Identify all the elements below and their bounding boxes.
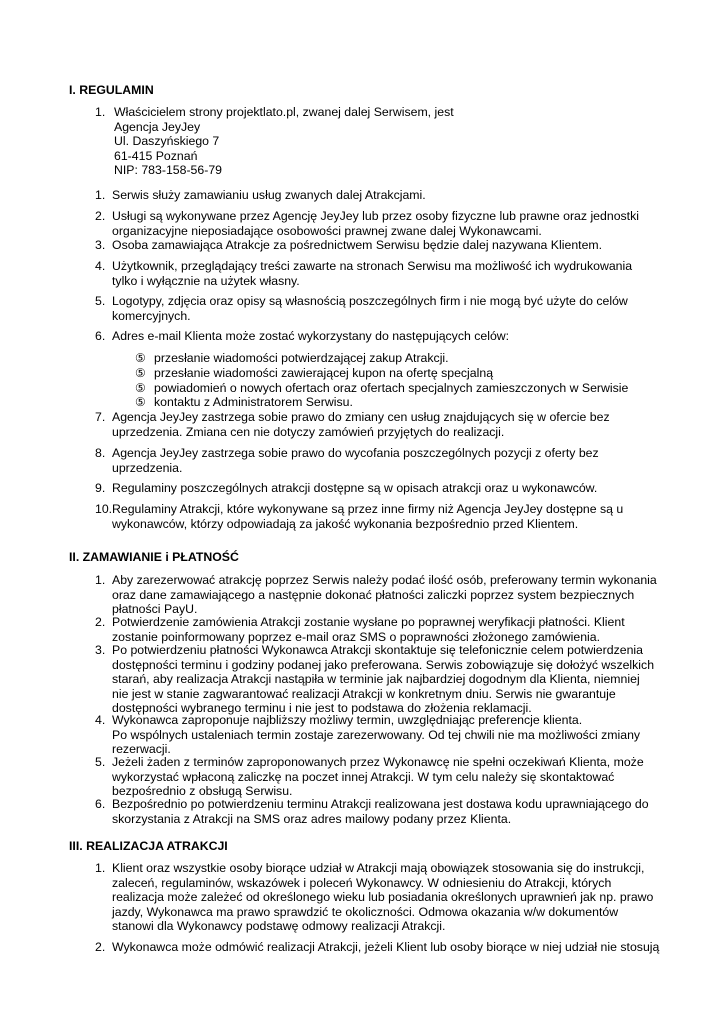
list-item-number: 3.: [95, 643, 106, 657]
sub-list-item-text: przesłanie wiadomości zawierającej kupon na ofertę specjalną: [154, 366, 494, 380]
list-item-number: 6.: [95, 797, 106, 811]
list-item-text: Po potwierdzeniu płatności Wykonawca Atrakcji skontaktuje się telefonicznie celem potwierdzenia dostępności terminu i godziny podanej jako preferowana. Serwis zobowiązuje się dołożyć wszelkich starań, aby realizacja Atrakcji nastąpiła w terminie jak najbardziej dogodnym dla Klienta, niemniej nie jest w stanie zagwarantować realizacji Atrakcji w konkretnym dniu. Serwis nie gwarantuje dostępności wybranego terminu i nie jest to podstawa do złożenia reklamacji.: [112, 643, 655, 716]
circled-five-bullet-icon: ⑤: [135, 366, 146, 380]
list-item-text: Osoba zamawiająca Atrakcje za pośrednictwem Serwisu będzie dalej nazywana Klientem.: [112, 238, 603, 252]
list-item-text: Logotypy, zdjęcia oraz opisy są własnością poszczególnych firm i nie mogą być użyte do celów komercyjnych.: [112, 294, 628, 323]
list-item-text: Bezpośrednio po potwierdzeniu terminu Atrakcji realizowana jest dostawa kodu uprawniającego do skorzystania z Atrakcji na SMS oraz adres mailowy podany przez Klienta.: [112, 797, 649, 826]
section-heading-zamawianie: II. ZAMAWIANIE i PŁATNOŚĆ: [69, 550, 239, 564]
list-item-number: 2.: [95, 940, 106, 954]
list-item-number: 6.: [95, 329, 106, 343]
circled-five-bullet-icon: ⑤: [135, 381, 146, 395]
list-item-text: Potwierdzenie zamówienia Atrakcji zostanie wysłane po poprawnej weryfikacji płatności. Klient zostanie poinformowany poprzez e-mail oraz SMS o poprawności złożonego zamówienia.: [112, 615, 625, 644]
list-item-number: 5.: [95, 755, 106, 769]
list-item-number: 3.: [95, 238, 106, 252]
sub-list-item-text: powiadomień o nowych ofertach oraz ofertach specjalnych zamieszczonych w Serwisie: [154, 381, 629, 395]
list-item-text: Wykonawca zaproponuje najbliższy możliwy termin, uwzględniając preferencje klienta. Po wspólnych ustaleniach termin zostaje zarezerwowany. Od tej chwili nie ma możliwości zmiany rezerwacji.: [112, 713, 641, 757]
list-item-number: 10.: [95, 502, 113, 516]
circled-five-bullet-icon: ⑤: [135, 395, 146, 409]
sub-list-item-text: kontaktu z Administratorem Serwisu.: [154, 395, 353, 409]
list-item-number: 1.: [95, 861, 106, 875]
list-item-text: Użytkownik, przeglądający treści zawarte na stronach Serwisu ma możliwość ich wydrukowania tylko i wyłącznie na użytek własny.: [112, 259, 633, 288]
circled-five-bullet-icon: ⑤: [135, 351, 146, 365]
list-item-text: Regulaminy Atrakcji, które wykonywane są przez inne firmy niż Agencja JeyJey dostępne są u wykonawców, którzy odpowiadają za jakość wykonania bezpośrednio przed Klientem.: [112, 502, 624, 531]
list-item-number: 2.: [95, 209, 106, 223]
list-item-number: 7.: [95, 410, 106, 424]
list-item-number: 1.: [95, 188, 106, 202]
list-item-number: 2.: [95, 615, 106, 629]
list-item-text: Regulaminy poszczególnych atrakcji dostępne są w opisach atrakcji oraz u wykonawców.: [112, 481, 598, 495]
section-heading-realizacja: III. REALIZACJA ATRAKCJI: [69, 839, 228, 853]
list-item-number: 5.: [95, 294, 106, 308]
list-item-number: 4.: [95, 713, 106, 727]
list-item-text: Jeżeli żaden z terminów zaproponowanych przez Wykonawcę nie spełni oczekiwań Klienta, może wykorzystać wpłaconą zaliczkę na poczet innej Atrakcji. W tym celu należy się skontaktować bezpośrednio z obsługą Serwisu.: [112, 755, 644, 799]
list-item-number: 1.: [95, 573, 106, 587]
list-item-number: 9.: [95, 481, 106, 495]
list-item-number: 1.: [95, 105, 106, 119]
list-item-number: 4.: [95, 259, 106, 273]
list-item-text: Adres e-mail Klienta może zostać wykorzystany do następujących celów:: [112, 329, 510, 343]
list-item-text: Agencja JeyJey zastrzega sobie prawo do wycofania poszczególnych pozycji z oferty bez uprzedzenia.: [112, 446, 599, 475]
list-item-text: Aby zarezerwować atrakcję poprzez Serwis należy podać ilość osób, preferowany termin wykonania oraz dane zamawiającego a następnie dokonać płatności zaliczki poprzez system bezpiecznych płatności PayU.: [112, 573, 657, 617]
list-item-text: Wykonawca może odmówić realizacji Atrakcji, jeżeli Klient lub osoby biorące w niej udział nie stosują: [112, 940, 660, 954]
list-item-number: 8.: [95, 446, 106, 460]
list-item-text: Agencja JeyJey zastrzega sobie prawo do zmiany cen usług znajdujących się w ofercie bez uprzedzenia. Zmiana cen nie dotyczy zamówień przyjętych do realizacji.: [112, 410, 610, 439]
list-item-text: Usługi są wykonywane przez Agencję JeyJey lub przez osoby fizyczne lub prawne oraz jednostki organizacyjne nieposiadające osobowości prawnej zwane dalej Wykonawcami.: [112, 209, 639, 238]
list-item-text: Klient oraz wszystkie osoby biorące udział w Atrakcji mają obowiązek stosowania się do instrukcji, zaleceń, regulaminów, wskazówek i poleceń Wykonawcy. W odniesieniu do Atrakcji, których realizacja może zależeć od określonego wieku lub posiadania określonych uprawnień jak np. prawo jazdy, Wykonawca ma prawo sprawdzić te okoliczności. Odmowa okazania w/w dokumentów stanowi dla Wykonawcy podstawę odmowy realizacji Atrakcji.: [112, 861, 654, 934]
list-item-text: Właścicielem strony projektlato.pl, zwanej dalej Serwisem, jest Agencja JeyJey Ul. Daszyńskiego 7 61-415 Poznań NIP: 783-158-56-79: [114, 105, 454, 178]
sub-list-item-text: przesłanie wiadomości potwierdzającej zakup Atrakcji.: [154, 351, 449, 365]
section-heading-regulamin: I. REGULAMIN: [69, 83, 154, 97]
list-item-text: Serwis służy zamawianiu usług zwanych dalej Atrakcjami.: [112, 188, 426, 202]
